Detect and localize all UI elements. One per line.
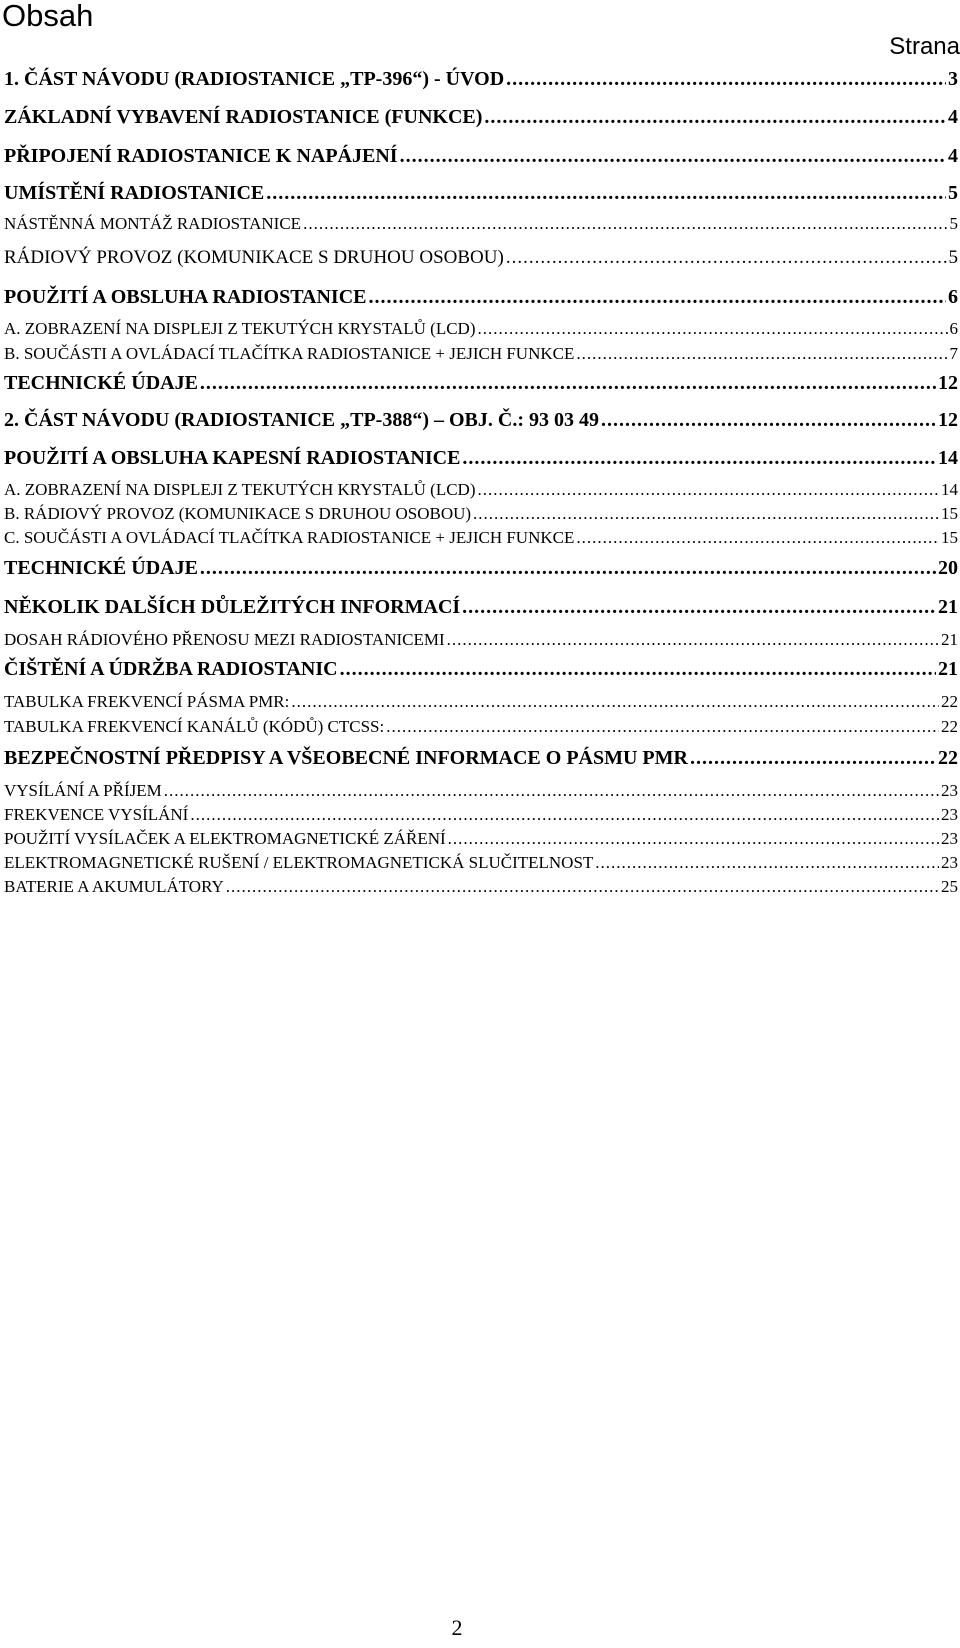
toc-entry-page: 20 (938, 557, 958, 579)
toc-entry-page: 14 (941, 480, 958, 499)
toc-entry[interactable] (4, 853, 958, 873)
toc-entry-label: POUŽITÍ A OBSLUHA KAPESNÍ RADIOSTANICE (4, 447, 461, 469)
toc-entry-label: TABULKA FREKVENCÍ PÁSMA PMR: (4, 692, 290, 711)
toc-entry-page: 6 (948, 286, 958, 308)
toc-entry[interactable] (4, 344, 958, 364)
toc-leader-dots (164, 781, 939, 801)
toc-leader-dots (576, 344, 947, 364)
toc-entry-label: TECHNICKÉ ÚDAJE (4, 372, 198, 394)
toc-entry-page: 12 (938, 372, 958, 394)
toc-entry[interactable] (4, 68, 958, 91)
page-footer (0, 1615, 960, 1641)
toc-entry[interactable] (4, 747, 958, 770)
toc-leader-dots (473, 504, 939, 524)
toc-entry-page: 5 (948, 182, 958, 204)
toc-entry-page: 15 (941, 504, 958, 523)
toc-entry[interactable] (4, 182, 958, 205)
toc-entry-page: 22 (938, 747, 958, 769)
toc-entry-label: B. SOUČÁSTI A OVLÁDACÍ TLAČÍTKA RADIOSTANICE + JEJICH FUNKCE (4, 344, 575, 363)
toc-entry-label: DOSAH RÁDIOVÉHO PŘENOSU MEZI RADIOSTANICEMI (4, 630, 445, 649)
toc-entry-page: 23 (941, 829, 958, 848)
toc-entry-label: BATERIE A AKUMULÁTORY (4, 877, 224, 896)
toc-entry[interactable] (4, 781, 958, 801)
toc-leader-dots (601, 409, 936, 432)
toc-leader-dots (369, 286, 947, 309)
toc-leader-dots (200, 372, 936, 395)
toc-entry-page: 23 (941, 805, 958, 824)
toc-entry-label: PŘIPOJENÍ RADIOSTANICE K NAPÁJENÍ (4, 145, 398, 167)
toc-entry-label: 2. ČÁST NÁVODU (RADIOSTANICE „TP-388“) – OBJ. Č.: 93 03 49 (4, 409, 599, 431)
toc-entry[interactable] (4, 480, 958, 500)
toc-entry[interactable] (4, 692, 958, 712)
toc-entry[interactable] (4, 630, 958, 650)
toc-entry[interactable] (4, 372, 958, 395)
toc-entry-label: B. RÁDIOVÝ PROVOZ (KOMUNIKACE S DRUHOU OSOBOU) (4, 504, 472, 523)
toc-entry-page: 15 (941, 528, 958, 547)
toc-entry-label: BEZPEČNOSTNÍ PŘEDPISY A VŠEOBECNÉ INFORMACE O PÁSMU PMR (4, 747, 688, 769)
toc-leader-dots (595, 853, 939, 873)
toc-entry[interactable] (4, 528, 958, 548)
toc-entry-page: 23 (941, 853, 958, 872)
toc-entry-page: 12 (938, 409, 958, 431)
toc-leader-dots (477, 480, 939, 500)
toc-leader-dots (506, 68, 946, 91)
toc-entry-label: A. ZOBRAZENÍ NA DISPLEJI Z TEKUTÝCH KRYSTALŮ (LCD) (4, 480, 476, 499)
toc-entry-page: 3 (948, 68, 958, 90)
toc-entry-page: 4 (948, 106, 958, 128)
toc-leader-dots (266, 182, 946, 205)
toc-entry-page: 25 (941, 877, 958, 896)
toc-leader-dots (303, 214, 947, 234)
toc-entry[interactable] (4, 717, 958, 737)
toc-entry[interactable] (4, 805, 958, 825)
toc-leader-dots (477, 319, 947, 339)
toc-entry-label: ZÁKLADNÍ VYBAVENÍ RADIOSTANICE (FUNKCE) (4, 106, 483, 128)
toc-entry-label: NĚKOLIK DALŠÍCH DŮLEŽITÝCH INFORMACÍ (4, 596, 461, 618)
toc-leader-dots (226, 877, 939, 897)
toc-entry-label: ELEKTROMAGNETICKÉ RUŠENÍ / ELEKTROMAGNETICKÁ SLUČITELNOST (4, 853, 594, 872)
toc-entry-page: 5 (949, 214, 958, 233)
toc-entry-page: 23 (941, 781, 958, 800)
toc-entry-label: TABULKA FREKVENCÍ KANÁLŮ (KÓDŮ) CTCSS: (4, 717, 385, 736)
toc-entry[interactable] (4, 286, 958, 309)
toc-entry[interactable] (4, 247, 958, 269)
toc-entry[interactable] (4, 319, 958, 339)
toc-entry-page: 7 (949, 344, 958, 363)
toc-entry[interactable] (4, 145, 958, 168)
toc-leader-dots (386, 717, 939, 737)
toc-entry-page: 4 (948, 145, 958, 167)
toc-entry-label: POUŽITÍ VYSÍLAČEK A ELEKTROMAGNETICKÉ ZÁŘENÍ (4, 829, 446, 848)
toc-leader-dots (447, 630, 939, 650)
toc-entry-label: POUŽITÍ A OBSLUHA RADIOSTANICE (4, 286, 367, 308)
toc-leader-dots (200, 557, 936, 580)
toc-leader-dots (462, 596, 936, 619)
toc-leader-dots (484, 106, 946, 129)
toc-leader-dots (340, 658, 936, 681)
toc-entry[interactable] (4, 447, 958, 470)
toc-entry[interactable] (4, 596, 958, 619)
toc-leader-dots (448, 829, 939, 849)
toc-entry[interactable] (4, 409, 958, 432)
toc-entry-page: 22 (941, 717, 958, 736)
toc-leader-dots (690, 747, 936, 770)
page-number: 2 (451, 1615, 463, 1640)
page-title: Obsah (2, 0, 94, 33)
toc-entry[interactable] (4, 106, 958, 129)
toc-entry-label: VYSÍLÁNÍ A PŘÍJEM (4, 781, 162, 800)
toc-entry-label: UMÍSTĚNÍ RADIOSTANICE (4, 182, 265, 204)
toc-leader-dots (291, 692, 939, 712)
toc-entry[interactable] (4, 504, 958, 524)
toc-leader-dots (190, 805, 939, 825)
toc-entry[interactable] (4, 557, 958, 580)
toc-entry[interactable] (4, 658, 958, 681)
toc-entry-label: FREKVENCE VYSÍLÁNÍ (4, 805, 189, 824)
toc-entry-page: 21 (938, 658, 958, 680)
toc-entry-page: 21 (938, 596, 958, 618)
toc-entry-label: 1. ČÁST NÁVODU (RADIOSTANICE „TP-396“) - ÚVOD (4, 68, 505, 90)
toc-entry[interactable] (4, 877, 958, 897)
toc-entry-label: ČIŠTĚNÍ A ÚDRŽBA RADIOSTANIC (4, 658, 338, 680)
toc-entry-page: 14 (938, 447, 958, 469)
toc-entry-page: 5 (948, 247, 958, 268)
toc-leader-dots (462, 447, 936, 470)
toc-leader-dots (576, 528, 939, 548)
toc-leader-dots (506, 247, 947, 269)
toc-entry[interactable] (4, 214, 958, 234)
toc-entry[interactable] (4, 829, 958, 849)
toc-entry-label: NÁSTĚNNÁ MONTÁŽ RADIOSTANICE (4, 214, 302, 233)
toc-leader-dots (400, 145, 946, 168)
toc-entry-label: C. SOUČÁSTI A OVLÁDACÍ TLAČÍTKA RADIOSTANICE + JEJICH FUNKCE (4, 528, 575, 547)
toc-entry-label: TECHNICKÉ ÚDAJE (4, 557, 198, 579)
page-column-header: Strana (889, 33, 960, 60)
toc-entry-label: RÁDIOVÝ PROVOZ (KOMUNIKACE S DRUHOU OSOBOU) (4, 247, 504, 268)
toc-entry-page: 21 (941, 630, 958, 649)
toc-entry-page: 22 (941, 692, 958, 711)
toc-entry-page: 6 (949, 319, 958, 338)
toc-entry-label: A. ZOBRAZENÍ NA DISPLEJI Z TEKUTÝCH KRYSTALŮ (LCD) (4, 319, 476, 338)
